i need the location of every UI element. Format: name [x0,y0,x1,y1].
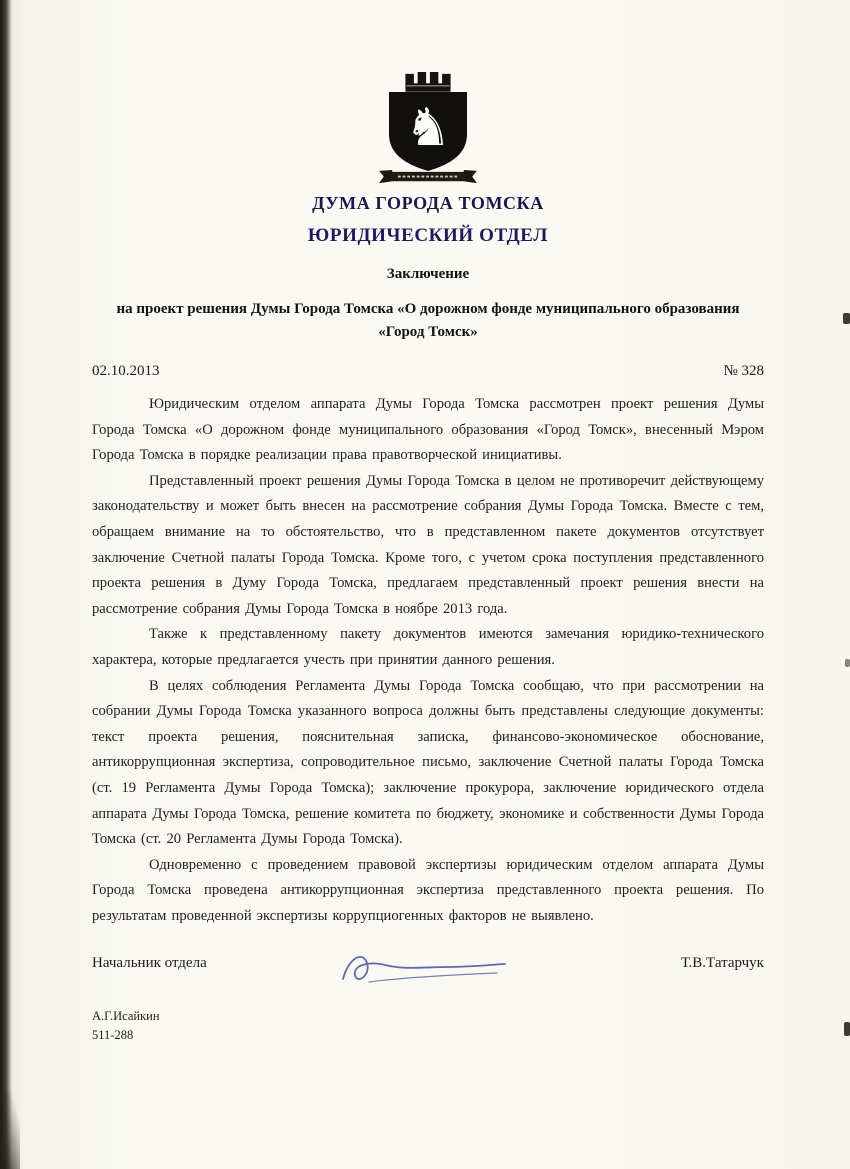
document-content [0,72,850,1044]
subject-line-2: «Город Томск» [378,323,478,340]
date-number-row [92,363,764,380]
executor-phone: 511-288 [92,1027,134,1042]
mural-crown-icon [402,72,454,93]
signature-block [92,945,764,991]
doc-number: № 328 [723,363,764,379]
body-paragraph: Представленный проект решения Думы Города Томска в целом не противоречит действующему законодательству и может быть внесен на рассмотрение собрания Думы Города Томска. Вместе с тем, обращаем внимание на то обстоятельство, что в представленном пакете документов отсутствует заключение Счетной палаты Города Томска. Кроме того, с учетом срока поступления представленного проекта решения в Думу Города Томска, предлагаем представленный проект решения внести на рассмотрение собрания Думы Города Томска в ноябре 2013 года. [92,472,764,617]
body-paragraph: Одновременно с проведением правовой экспертизы юридическим отделом аппарата Думы Города Томска проведена антикоррупционная экспертиза представленного проекта решения. По результатам проведенной экспертизы коррупциогенных факторов не выявлено. [92,856,764,924]
signature-position-title: Начальник отдела [92,955,207,972]
doc-date: 02.10.2013 [92,363,160,379]
body-paragraph: Юридическим отделом аппарата Думы Города Томска рассмотрен проект решения Думы Города Томска «О дорожном фонде муниципального образования «Город Томск», внесенный Мэром Города Томска в порядке реализации права правотворческой инициативы. [92,396,764,464]
signatory-name: Т.В.Татарчук [680,955,764,972]
executor-footer [92,1007,764,1043]
scan-artifact [843,313,850,324]
body-paragraph: В целях соблюдения Регламента Думы Города Томска сообщаю, что при рассмотрении на собрании Думы Города Томска указанного вопроса должны быть представлены следующие документы: текст проекта решения, пояснительная записка, финансово-экономическое обоснование, антикоррупционная экспертиза, сопроводительное письмо, заключение Счетной палаты Города Томска (ст. 19 Регламента Думы Города Томска); заключение прокурора, заключение юридического отдела аппарата Думы Города Томска, решение комитета по бюджету, экономике и собственности Думы Города Томска (ст. 20 Регламента Думы Города Томска). [92,677,764,848]
horse-icon: ♞ [404,97,452,158]
dept-title: ЮРИДИЧЕСКИЙ ОТДЕЛ [307,225,549,246]
body-paragraph: Также к представленному пакету документов имеются замечания юридико-технического характера, которые предлагается учесть при принятии данного решения. [92,626,764,668]
org-title: ДУМА ГОРОДА ТОМСКА [312,193,544,213]
doc-type-title: Заключение [386,266,470,282]
handwritten-signature-icon [329,945,519,991]
scan-edge-shadow [0,0,12,1169]
subject-block [92,298,764,343]
scan-artifact [845,659,850,667]
document-body [92,392,764,929]
tomsk-coat-of-arms [368,72,488,184]
shield-icon [387,92,469,167]
subject-line-1: на проект решения Думы Города Томска «О дорожном фонде муниципального образования [116,301,740,317]
scan-artifact [844,1022,850,1036]
executor-name: А.Г.Исайкин [92,1009,160,1024]
scan-corner-artifact [0,1089,20,1169]
